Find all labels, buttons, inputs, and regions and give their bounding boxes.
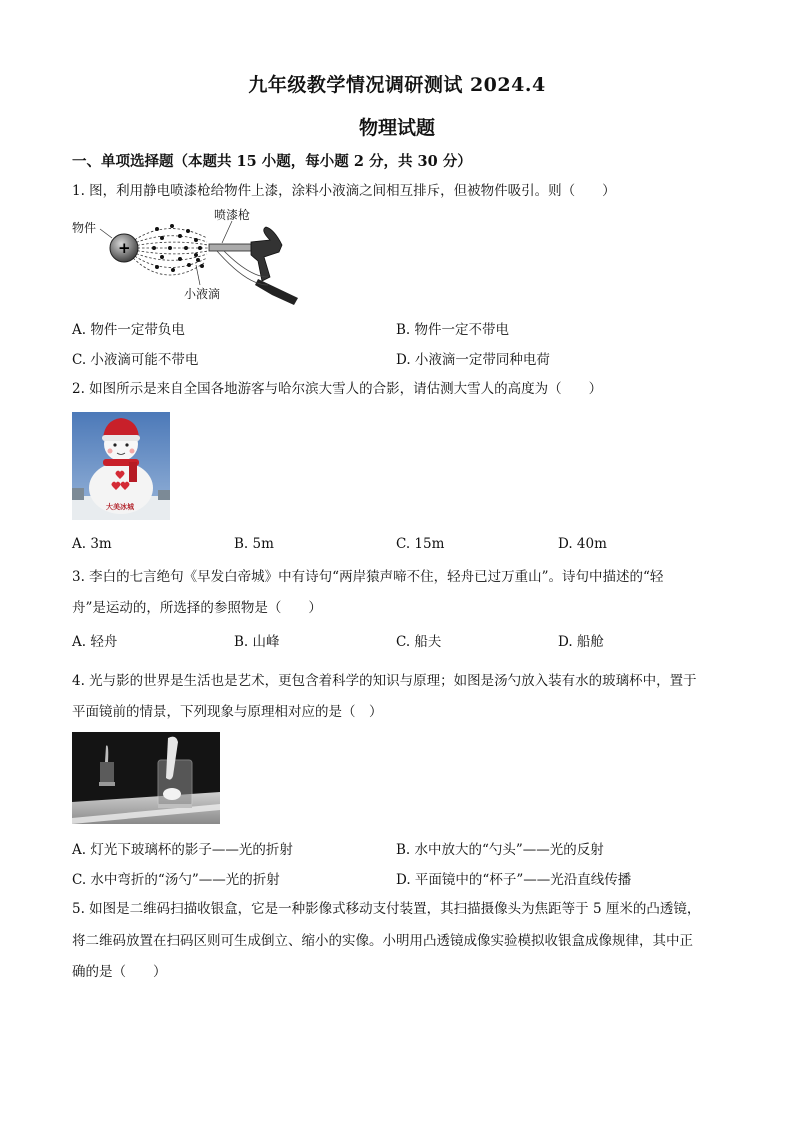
q1-option-b: B. 物件一定不带电 [396,322,510,338]
glass-spoon-photo [72,732,220,824]
q1-option-d: D. 小液滴一定带同种电荷 [396,352,550,368]
question-2-stem: 2. 如图所示是来自全国各地游客与哈尔滨大雪人的合影，请估测大雪人的高度为（ ） [72,381,603,397]
snowman-sign-text: 大美冰城 [106,502,134,511]
gun-handle [255,279,298,305]
q4-option-c: C. 水中弯折的“汤勺”——光的折射 [72,872,280,888]
question-5-stem-line-3: 确的是（ ） [72,964,167,980]
subject-title: 物理试题 [358,117,435,139]
q3-option-b: B. 山峰 [234,634,280,650]
plus-sign: + [118,239,131,257]
q4-option-b: B. 水中放大的“勺头”——光的反射 [396,842,604,858]
question-1-stem: 1. 图，利用静电喷漆枪给物件上漆，涂料小液滴之间相互排斥，但被物件吸引。则（ ） [72,183,616,199]
q3-option-c: C. 船夫 [396,634,442,650]
q2-option-c: C. 15m [396,536,445,552]
q3-option-a: A. 轻舟 [72,634,118,650]
nozzle [209,244,251,251]
question-5-stem-line-1: 5. 如图是二维码扫描收银盒，它是一种影像式移动支付装置，其扫描摄像头为焦距等于 5 厘米的凸透镜， [72,901,701,917]
exam-title: 九年级教学情况调研测试 2024.4 [248,74,546,96]
q4-option-d: D. 平面镜中的“杯子”——光沿直线传播 [396,872,632,888]
q2-option-b: B. 5m [234,536,274,552]
snowman-photo [72,412,170,520]
label-object: 物件 [72,221,97,235]
q1-option-a: A. 物件一定带负电 [72,322,185,338]
q2-option-d: D. 40m [558,536,607,552]
label-spray-gun: 喷漆枪 [214,208,251,222]
question-5-stem-line-2: 将二维码放置在扫码区则可生成倒立、缩小的实像。小明用凸透镜成像实验模拟收银盒成像规律，其中正 [72,933,693,949]
question-4-stem-line-2: 平面镜前的情景，下列现象与原理相对应的是（ ） [72,704,383,720]
q1-option-c: C. 小液滴可能不带电 [72,352,199,368]
question-3-stem-line-2: 舟”是运动的，所选择的参照物是（ ） [72,600,322,616]
spray-gun-figure [72,205,304,310]
q2-option-a: A. 3m [72,536,112,552]
question-3-stem-line-1: 3. 李白的七言绝句《早发白帝城》中有诗句“两岸猿声啼不住，轻舟已过万重山”。诗句中描述的“轻 [72,569,664,585]
spray-gun-body [251,227,282,281]
section-title: 一、单项选择题（本题共 15 小题，每小题 2 分，共 30 分） [72,153,472,170]
q3-option-d: D. 船舱 [558,634,604,650]
q4-option-a: A. 灯光下玻璃杯的影子——光的折射 [72,842,293,858]
question-4-stem-line-1: 4. 光与影的世界是生活也是艺术，更包含着科学的知识与原理；如图是汤勺放入装有水的玻璃杯中，置于 [72,673,697,689]
label-droplet: 小液滴 [184,287,221,301]
